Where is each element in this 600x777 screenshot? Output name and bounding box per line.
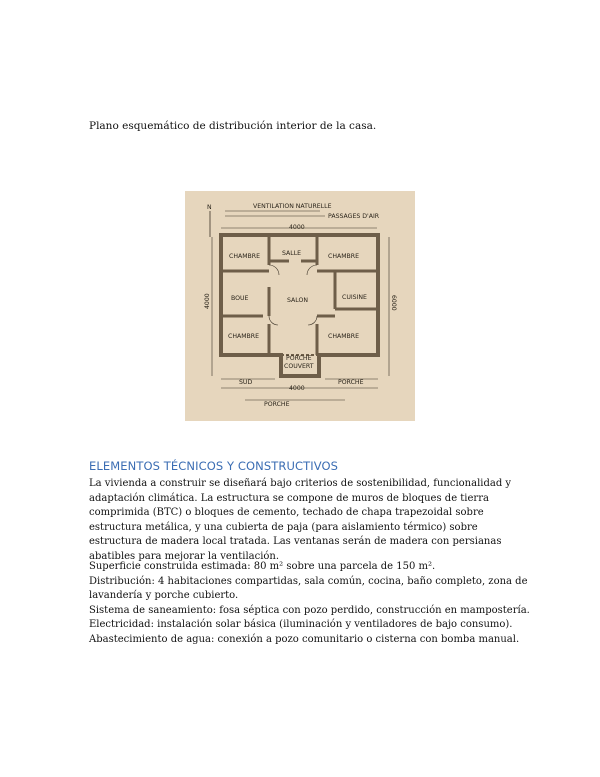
sud-label: SUD: [239, 379, 253, 386]
fact-surface: Superficie construida estimada: 80 m² sobre una parcela de 150 m².: [89, 561, 436, 572]
room-label-porche: PORCHE: [286, 355, 312, 362]
bottom-dimension-label: 4000: [289, 385, 305, 392]
facts-list: [89, 560, 530, 648]
room-label-chambre-sw: CHAMBRE: [228, 333, 259, 340]
room-label-salle: SALLE: [282, 250, 302, 257]
porche-right-label: PORCHE: [338, 379, 364, 386]
fact-distribution-cont: lavandería y porche cubierto.: [89, 590, 239, 602]
room-label-salon: SALON: [287, 297, 309, 304]
left-dimension-label: 4000: [204, 293, 211, 309]
porche-bottom-label: PORCHE: [264, 401, 290, 408]
room-label-chambre-se: CHAMBRE: [328, 333, 359, 340]
fact-water: Abastecimiento de agua: conexión a pozo comunitario o cisterna con bomba manual.: [89, 633, 520, 645]
north-label: N: [207, 204, 212, 211]
room-label-chambre-nw: CHAMBRE: [229, 253, 260, 260]
ventilation-label: VENTILATION NATURELLE: [253, 203, 332, 210]
fact-electricity: Electricidad: instalación solar básica (iluminación y ventiladores de bajo consumo).: [89, 619, 513, 631]
body-paragraph: La vivienda a construir se diseñará bajo criterios de sostenibilidad, funcionalidad y adaptación climática. La estructura se compone de muros de bloques de tierra comprimida (BTC) o bloques de cemento, techado de chapa trapezoidal sobre estructura metálica, y una cubierta de paja (para aislamiento térmico) sobre estructura de madera local tratada. Las ventanas serán de madera con persianas abatibles para mejorar la ventilación.: [89, 478, 512, 562]
figure-caption: Plano esquemático de distribución interior de la casa.: [89, 120, 377, 132]
fact-sanitation: Sistema de saneamiento: fosa séptica con pozo perdido, construcción en mampostería.: [89, 604, 530, 616]
floor-plan-figure: [185, 191, 415, 421]
room-label-cuisine: CUISINE: [342, 294, 367, 301]
floor-plan-drawing: [185, 191, 415, 421]
section-heading: ELEMENTOS TÉCNICOS Y CONSTRUCTIVOS: [89, 459, 339, 473]
room-label-boue: BOUE: [231, 295, 249, 302]
room-label-couvert: COUVERT: [284, 363, 314, 370]
right-dimension-label: 6000: [390, 295, 397, 311]
top-dimension-label: 4000: [289, 224, 305, 231]
room-label-chambre-ne: CHAMBRE: [328, 253, 359, 260]
air-passages-label: PASSAGES D'AIR: [328, 213, 380, 220]
fact-distribution: Distribución: 4 habitaciones compartidas, sala común, cocina, baño completo, zona de: [89, 575, 528, 587]
